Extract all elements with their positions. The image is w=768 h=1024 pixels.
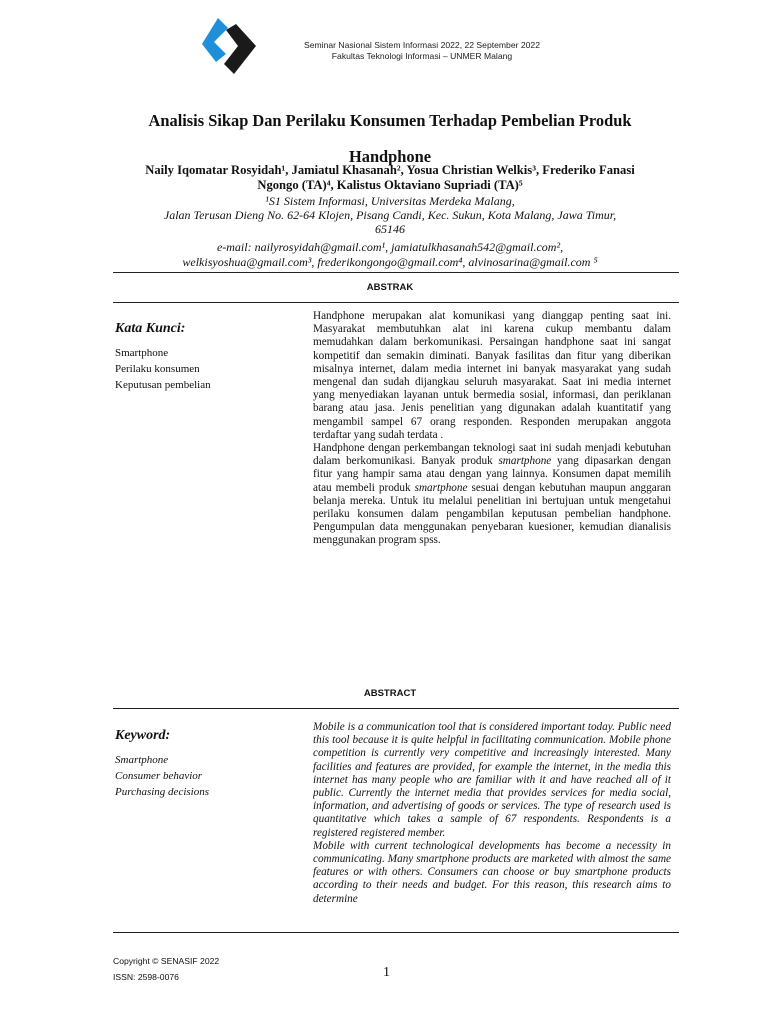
kata-kunci-title: Kata Kunci: bbox=[115, 321, 186, 336]
keyword-list bbox=[115, 752, 209, 800]
abstrak-text: Handphone dengan perkembangan teknologi saat ini sudah menjadi kebutuhan dalam berkomunikasi. Banyak produk bbox=[313, 442, 671, 468]
abstrak-text: sesuai dengan kebutuhan maupun anggaran belanja mereka. Untuk itu melalui penelitian ini bertujuan untuk mengetahui perilaku konsumen dalam pengambilan keputusan pembelian handphone. Pengumpulan data menggunakan penyebaran kuesioner, kemudian dianalisis menggunakan program spss. bbox=[313, 481, 671, 547]
abstrak-divider bbox=[113, 302, 679, 303]
keyword-item: Smartphone bbox=[115, 347, 169, 359]
abstrak-term: smartphone bbox=[498, 455, 552, 468]
keyword-title: Keyword: bbox=[115, 728, 171, 743]
title-line-2: Handphone bbox=[349, 147, 431, 166]
author-emails bbox=[100, 240, 680, 270]
seminar-line-2: Fakultas Teknologi Informasi – UNMER Malang bbox=[331, 51, 513, 61]
email-line-2: welkisyoshua@gmail.com³, frederikongongo@gmail.com⁴, alvinosarina@gmail.com ⁵ bbox=[182, 255, 598, 269]
kata-kunci-list bbox=[115, 345, 211, 393]
seminar-logo bbox=[200, 16, 260, 78]
abstrak-term: smartphone bbox=[414, 481, 468, 494]
authors-line-2: Ngongo (TA)⁴, Kalistus Oktaviano Supriadi (TA)⁵ bbox=[257, 178, 523, 192]
copyright-text: Copyright © SENASIF 2022 bbox=[113, 956, 220, 966]
abstrak-paragraph-1: Handphone merupakan alat komunikasi yang dianggap penting saat ini. Masyarakat membutuhkan alat ini karena cukup membantu dalam memudahkan dalam berkomunikasi. Persaingan handphone saat ini sangat kompetitif dan semakin diminati. Banyak fasilitas dan fitur yang diberikan misalnya internet, dalam media internet ini banyak masyarakat yang sudah mengenal dan sudah dijangkau seluruh masyarakat. Saat ini media internet yang menyediakan layanan untuk bermedia sosial, informasi, dan periklanan barang atau jasa. Jenis penelitian yang digunakan adalah kuantitatif yang mengambil sampel 67 orang responden. Responden merupakan anggota terdaftar yang sudah terdata . bbox=[313, 310, 671, 441]
issn-text: ISSN: 2598-0076 bbox=[113, 972, 179, 982]
title-line-1: Analisis Sikap Dan Perilaku Konsumen Terhadap Pembelian Produk bbox=[148, 111, 632, 130]
header-divider bbox=[113, 272, 679, 273]
affiliation-line-3: 65146 bbox=[375, 222, 405, 236]
abstract-heading: ABSTRACT bbox=[363, 688, 417, 699]
page-footer bbox=[113, 953, 219, 985]
abstract-bottom-divider bbox=[113, 932, 679, 933]
seminar-info bbox=[262, 40, 582, 62]
keyword-item: Keputusan pembelian bbox=[115, 379, 211, 391]
abstract-body bbox=[313, 721, 671, 932]
abstrak-body bbox=[313, 310, 671, 548]
abstrak-paragraph-2 bbox=[313, 442, 671, 548]
affiliation bbox=[100, 194, 680, 236]
abstract-divider bbox=[113, 708, 679, 709]
author-list bbox=[100, 163, 680, 193]
keyword-item: Smartphone bbox=[115, 754, 169, 766]
keyword-item: Consumer behavior bbox=[115, 770, 203, 782]
keyword-item: Purchasing decisions bbox=[115, 786, 209, 798]
email-line-1: e-mail: nailyrosyidah@gmail.com¹, jamiatulkhasanah542@gmail.com², bbox=[216, 240, 564, 254]
seminar-line-1: Seminar Nasional Sistem Informasi 2022, 22 September 2022 bbox=[304, 40, 540, 50]
authors-line-1: Naily Iqomatar Rosyidah¹, Jamiatul Khasanah², Yosua Christian Welkis³, Frederiko Fanasi bbox=[145, 163, 635, 177]
page-number: 1 bbox=[383, 965, 390, 980]
abstract-paragraph-2: Mobile with current technological developments has become a necessity in communicating. Many smartphone products are marketed with almost the same features or with others. Consumers can choose or buy smartphone products according to their needs and budget. For this reason, this research aims to determine bbox=[313, 839, 671, 905]
affiliation-line-2: Jalan Terusan Dieng No. 62-64 Klojen, Pisang Candi, Kec. Sukun, Kota Malang, Jawa Timur, bbox=[163, 208, 617, 222]
affiliation-line-1: ¹S1 Sistem Informasi, Universitas Merdeka Malang, bbox=[265, 194, 515, 208]
abstract-paragraph-1: Mobile is a communication tool that is considered important today. Public need this tool because it is quite helpful in facilitating communication. Mobile phone competition is currently very competitive and increasingly interested. Many facilities and features are provided, for example the internet, in the media this internet has many people who are familiar with it and have reached all of it public. Currently the internet media that provides services for media social, information, and advertising of goods or services. The type of research used is quantitative which takes a sample of 67 respondents. Respondents is a registered registered member. bbox=[313, 721, 671, 839]
abstrak-heading: ABSTRAK bbox=[366, 282, 414, 293]
keyword-item: Perilaku konsumen bbox=[115, 363, 200, 375]
abstrak-text: yang dipasarkan dengan fitur yang hampir sama atau dengan yang lainnya. Konsumen dapat memilih atau membeli produk bbox=[313, 455, 671, 494]
